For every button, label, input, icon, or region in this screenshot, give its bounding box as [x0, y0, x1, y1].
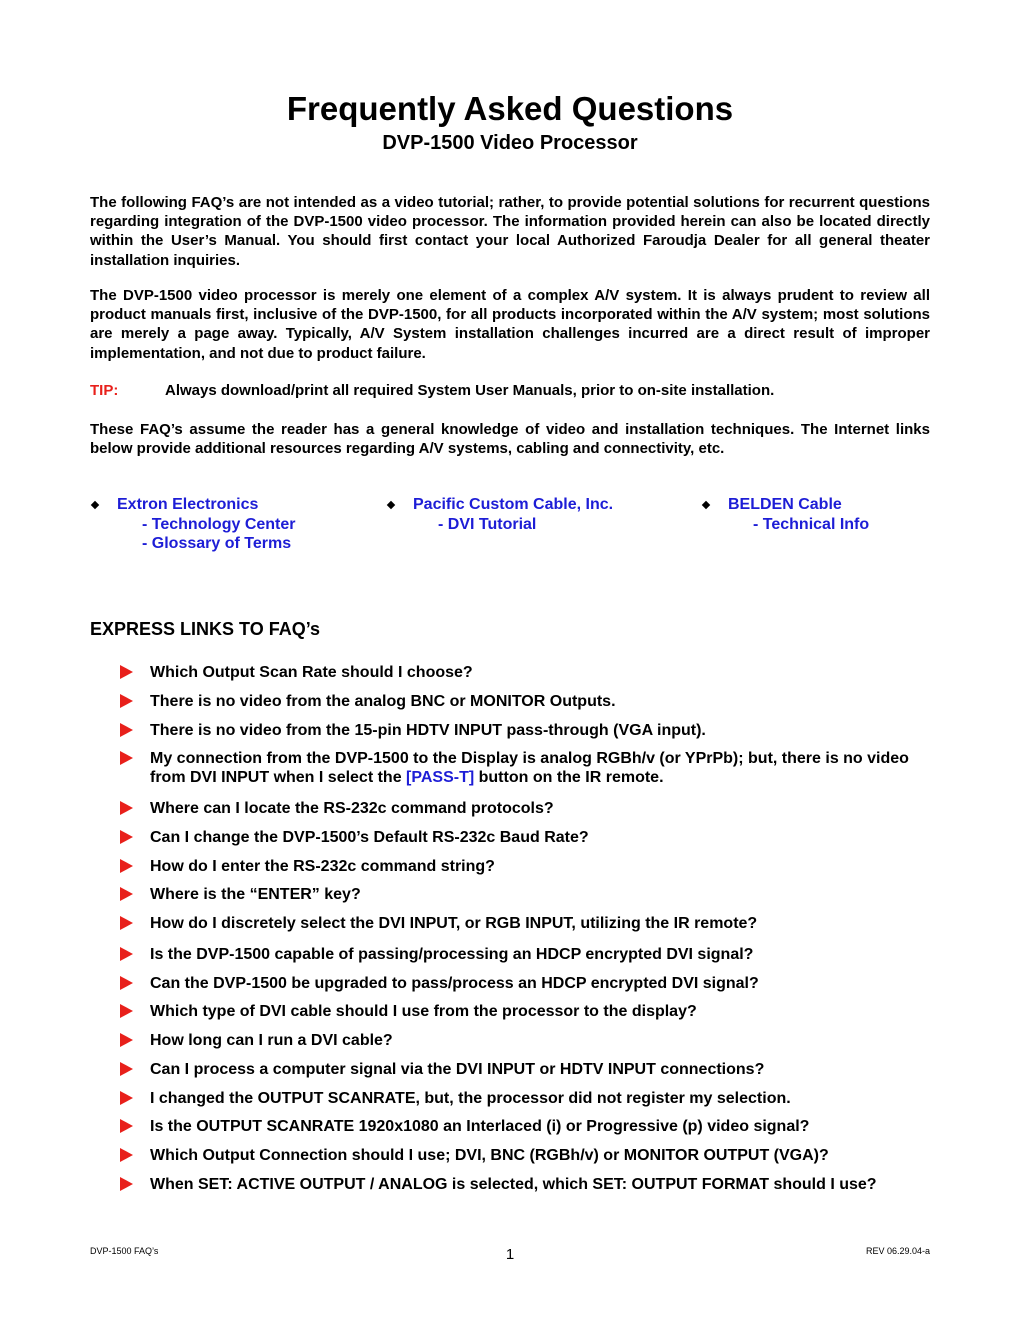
bullet-diamond-icon	[702, 501, 710, 509]
arrow-right-icon	[120, 1148, 133, 1162]
bullet-diamond-icon	[387, 501, 395, 509]
faq-link-item[interactable]: Where can I locate the RS-232c command protocols?	[120, 799, 930, 818]
link-glossary-of-terms[interactable]: - Glossary of Terms	[142, 535, 292, 553]
intro-paragraph-3: These FAQ’s assume the reader has a general knowledge of video and installation techniques. The Internet links below provide additional resources regarding A/V systems, cabling and connectivity, etc.	[90, 421, 930, 458]
arrow-right-icon	[120, 1119, 133, 1133]
tip-text: Always download/print all required System User Manuals, prior to on-site installation.	[165, 382, 775, 399]
faq-link-item[interactable]: There is no video from the 15-pin HDTV INPUT pass-through (VGA input).	[120, 721, 930, 740]
page-subtitle: DVP-1500 Video Processor	[382, 132, 638, 154]
faq-link-item[interactable]: Can I change the DVP-1500’s Default RS-232c Baud Rate?	[120, 828, 930, 847]
footer-page-number: 1	[505, 1246, 515, 1263]
faq-link-item[interactable]: There is no video from the analog BNC or MONITOR Outputs.	[120, 692, 930, 711]
arrow-right-icon	[120, 1033, 133, 1047]
faq-link-item[interactable]: How long can I run a DVI cable?	[120, 1031, 930, 1050]
link-pacific-custom-cable[interactable]: Pacific Custom Cable, Inc.	[413, 496, 614, 513]
arrow-right-icon	[120, 976, 133, 990]
page-title: Frequently Asked Questions	[286, 90, 734, 127]
resource-belden	[701, 495, 869, 534]
arrow-right-icon	[120, 801, 133, 815]
faq-link-item[interactable]: Which type of DVI cable should I use from the processor to the display?	[120, 1002, 930, 1021]
link-belden-cable[interactable]: BELDEN Cable	[728, 496, 842, 513]
resource-extron	[90, 495, 296, 554]
arrow-right-icon	[120, 916, 133, 930]
arrow-right-icon	[120, 751, 133, 765]
footer-document-name: DVP-1500 FAQ’s	[90, 1246, 159, 1256]
arrow-right-icon	[120, 830, 133, 844]
faq-link-item[interactable]: How do I enter the RS-232c command string?	[120, 857, 930, 876]
faq-link-item[interactable]: Is the OUTPUT SCANRATE 1920x1080 an Interlaced (i) or Progressive (p) video signal?	[120, 1117, 930, 1136]
intro-paragraph-1: The following FAQ’s are not intended as a video tutorial; rather, to provide potential solutions for recurrent questions regarding integration of the DVP-1500 video processor. The information provided herein can also be located directly within the User’s Manual. You should first contact your local Authorized Faroudja Dealer for all general theater installation inquiries.	[90, 194, 930, 269]
intro-paragraph-2: The DVP-1500 video processor is merely one element of a complex A/V system. It is always prudent to review all product manuals first, inclusive of the DVP-1500, for all products incorporated within the A/V system; most solutions are merely a page away. Typically, A/V System installation challenges incurred are a direct result of improper implementation, and not due to product failure.	[90, 287, 930, 362]
arrow-right-icon	[120, 859, 133, 873]
link-extron-electronics[interactable]: Extron Electronics	[117, 496, 259, 513]
link-technical-info[interactable]: - Technical Info	[753, 515, 870, 533]
arrow-right-icon	[120, 694, 133, 708]
faq-link-item[interactable]: Where is the “ENTER” key?	[120, 885, 930, 904]
faq-link-item[interactable]: Can I process a computer signal via the DVI INPUT or HDTV INPUT connections?	[120, 1060, 930, 1079]
faq-link-item[interactable]: My connection from the DVP-1500 to the Display is analog RGBh/v (or YPrPb); but, there is no video from DVI INPUT when I select the [PASS-T] button on the IR remote.	[120, 749, 930, 787]
link-dvi-tutorial[interactable]: - DVI Tutorial	[438, 515, 537, 533]
arrow-right-icon	[120, 1091, 133, 1105]
arrow-right-icon	[120, 723, 133, 737]
bullet-diamond-icon	[91, 501, 99, 509]
pass-t-button-link[interactable]: [PASS-T]	[406, 769, 475, 786]
tip-line	[90, 381, 774, 400]
faq-link-item[interactable]: How do I discretely select the DVI INPUT, or RGB INPUT, utilizing the IR remote?	[120, 914, 930, 933]
faq-link-item[interactable]: Which Output Scan Rate should I choose?	[120, 663, 930, 682]
express-links-heading: EXPRESS LINKS TO FAQ’s	[90, 619, 321, 639]
link-technology-center[interactable]: - Technology Center	[142, 515, 296, 533]
arrow-right-icon	[120, 1004, 133, 1018]
arrow-right-icon	[120, 1177, 133, 1191]
faq-link-item[interactable]: Can the DVP-1500 be upgraded to pass/process an HDCP encrypted DVI signal?	[120, 974, 930, 993]
faq-link-item[interactable]: I changed the OUTPUT SCANRATE, but, the processor did not register my selection.	[120, 1089, 930, 1108]
footer-revision: REV 06.29.04-a	[865, 1246, 930, 1256]
arrow-right-icon	[120, 1062, 133, 1076]
faq-link-item[interactable]: Is the DVP-1500 capable of passing/processing an HDCP encrypted DVI signal?	[120, 945, 930, 964]
arrow-right-icon	[120, 947, 133, 961]
arrow-right-icon	[120, 887, 133, 901]
faq-link-item[interactable]: Which Output Connection should I use; DVI, BNC (RGBh/v) or MONITOR OUTPUT (VGA)?	[120, 1146, 930, 1165]
arrow-right-icon	[120, 665, 133, 679]
tip-label: TIP:	[90, 382, 119, 399]
resource-pacific	[386, 495, 613, 534]
faq-link-item[interactable]: When SET: ACTIVE OUTPUT / ANALOG is selected, which SET: OUTPUT FORMAT should I use?	[120, 1175, 930, 1194]
